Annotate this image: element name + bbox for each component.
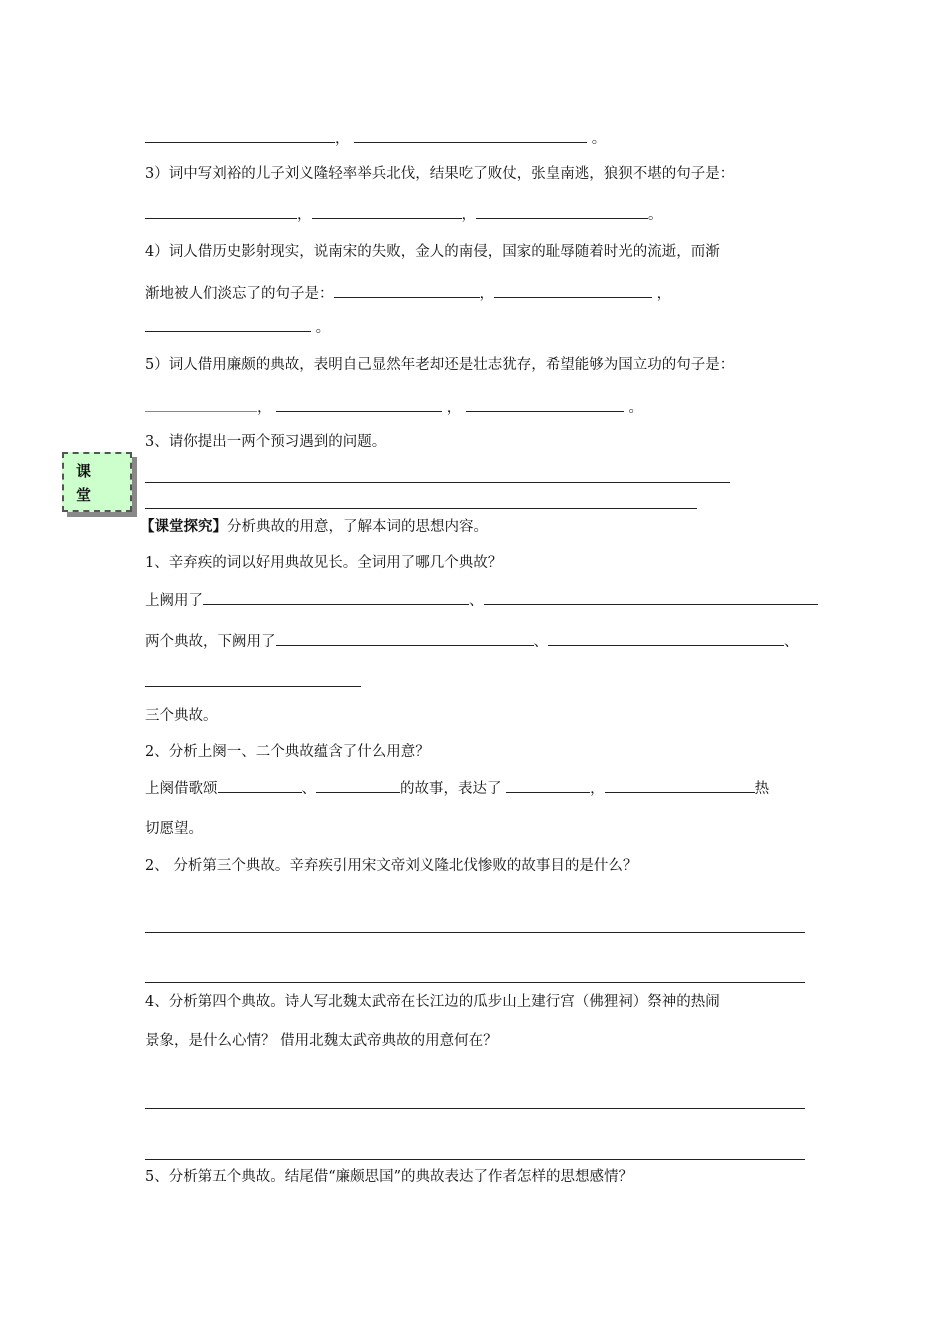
fill-line-5 [145, 317, 330, 338]
blank[interactable] [145, 204, 297, 219]
blank[interactable] [145, 128, 335, 143]
blank[interactable] [484, 590, 818, 605]
blank[interactable] [145, 317, 311, 332]
blank[interactable] [466, 397, 624, 412]
explore-q4-line-b: 景象，是什么心情？ 借用北魏太武帝典故的用意何在？ [145, 1033, 498, 1049]
explore-q3: 2、 分析第三个典故。辛弃疾引用宋文帝刘义隆北伐惨败的故事目的是什么？ [145, 858, 638, 874]
label: 两个典故，下阙用了 [145, 634, 276, 650]
answer-line[interactable] [145, 982, 805, 983]
blank[interactable] [276, 397, 442, 412]
blank[interactable] [354, 128, 587, 143]
comma: ， [479, 286, 494, 302]
blank[interactable] [312, 204, 462, 219]
comma: ， [257, 400, 272, 416]
explore-q4-line-a: 4、分析第四个典故。诗人写北魏太武帝在长江边的瓜步山上建行宫（佛狸祠）祭神的热闹 [145, 994, 720, 1010]
answer-line[interactable] [145, 482, 730, 483]
label: 上阕借歌颂 [145, 781, 218, 797]
comma: ， [461, 207, 476, 223]
comma: ， [446, 400, 462, 416]
explore-q5: 5、分析第五个典故。结尾借“廉颇思国”的典故表达了作者怎样的思想感情？ [145, 1169, 634, 1185]
question-3: 3）词中写刘裕的儿子刘义隆轻率举兵北伐，结果吃了败仗，张皇南逃，狼狈不堪的句子是： [145, 166, 735, 182]
period: 。 [648, 207, 663, 223]
blank[interactable] [218, 778, 302, 793]
classroom-sidebox [62, 452, 132, 512]
fill-line-6 [145, 397, 643, 418]
blank[interactable] [316, 778, 400, 793]
period: 。 [628, 400, 643, 416]
blank[interactable] [494, 283, 652, 298]
comma: ， [590, 781, 605, 797]
separator: 、 [533, 634, 548, 650]
comma: ， [297, 207, 312, 223]
question-5: 5）词人借用廉颇的典故，表明自己显然年老却还是壮志犹存，希望能够为国立功的句子是： [145, 357, 735, 373]
explore-q2-fill [145, 778, 769, 799]
explore-q1-end: 三个典故。 [145, 708, 218, 724]
blank[interactable] [605, 778, 755, 793]
answer-line[interactable] [145, 508, 697, 509]
sidebox-char-1: 课 [76, 462, 92, 480]
blank[interactable] [276, 631, 534, 646]
separator: 、 [301, 781, 316, 797]
label: 上阙用了 [145, 593, 203, 609]
period: 。 [591, 131, 607, 147]
blank[interactable] [203, 590, 469, 605]
separator: 、 [469, 593, 484, 609]
blank[interactable] [548, 631, 784, 646]
blank[interactable] [506, 778, 590, 793]
explore-q2: 2、分析上阕一、二个典故蕴含了什么用意？ [145, 744, 430, 760]
explore-heading [140, 517, 488, 537]
explore-description: 分析典故的用意，了解本词的思想内容。 [227, 519, 488, 535]
explore-q1: 1、辛弃疾的词以好用典故见长。全词用了哪几个典故？ [145, 555, 503, 571]
separator: 、 [784, 634, 799, 650]
fill-line-1 [145, 128, 606, 149]
question-4-line-b [145, 283, 671, 304]
blank[interactable] [145, 397, 257, 412]
answer-line[interactable] [145, 1159, 805, 1160]
label: 的故事，表达了 [400, 781, 502, 797]
blank[interactable] [334, 283, 480, 298]
blank[interactable] [476, 204, 648, 219]
question-4-text: 渐地被人们淡忘了的句子是： [145, 286, 334, 302]
preview-question-prompt: 3、请你提出一两个预习遇到的问题。 [145, 434, 387, 450]
comma: ， [335, 131, 350, 147]
explore-title: 【课堂探究】 [140, 519, 227, 535]
answer-line[interactable] [145, 1108, 805, 1109]
sidebox-char-2: 堂 [76, 486, 92, 504]
label: 热 [754, 781, 770, 797]
answer-line[interactable] [145, 686, 361, 687]
explore-q1-lower [145, 631, 799, 652]
comma: ， [656, 286, 672, 302]
answer-line[interactable] [145, 932, 805, 933]
fill-line-3 [145, 204, 663, 225]
period: 。 [315, 320, 331, 336]
question-4-line-a: 4）词人借历史影射现实，说南宋的失败，金人的南侵，国家的耻辱随着时光的流逝，而渐 [145, 244, 720, 260]
explore-q2-end: 切愿望。 [145, 821, 203, 837]
explore-q1-upper [145, 590, 818, 611]
